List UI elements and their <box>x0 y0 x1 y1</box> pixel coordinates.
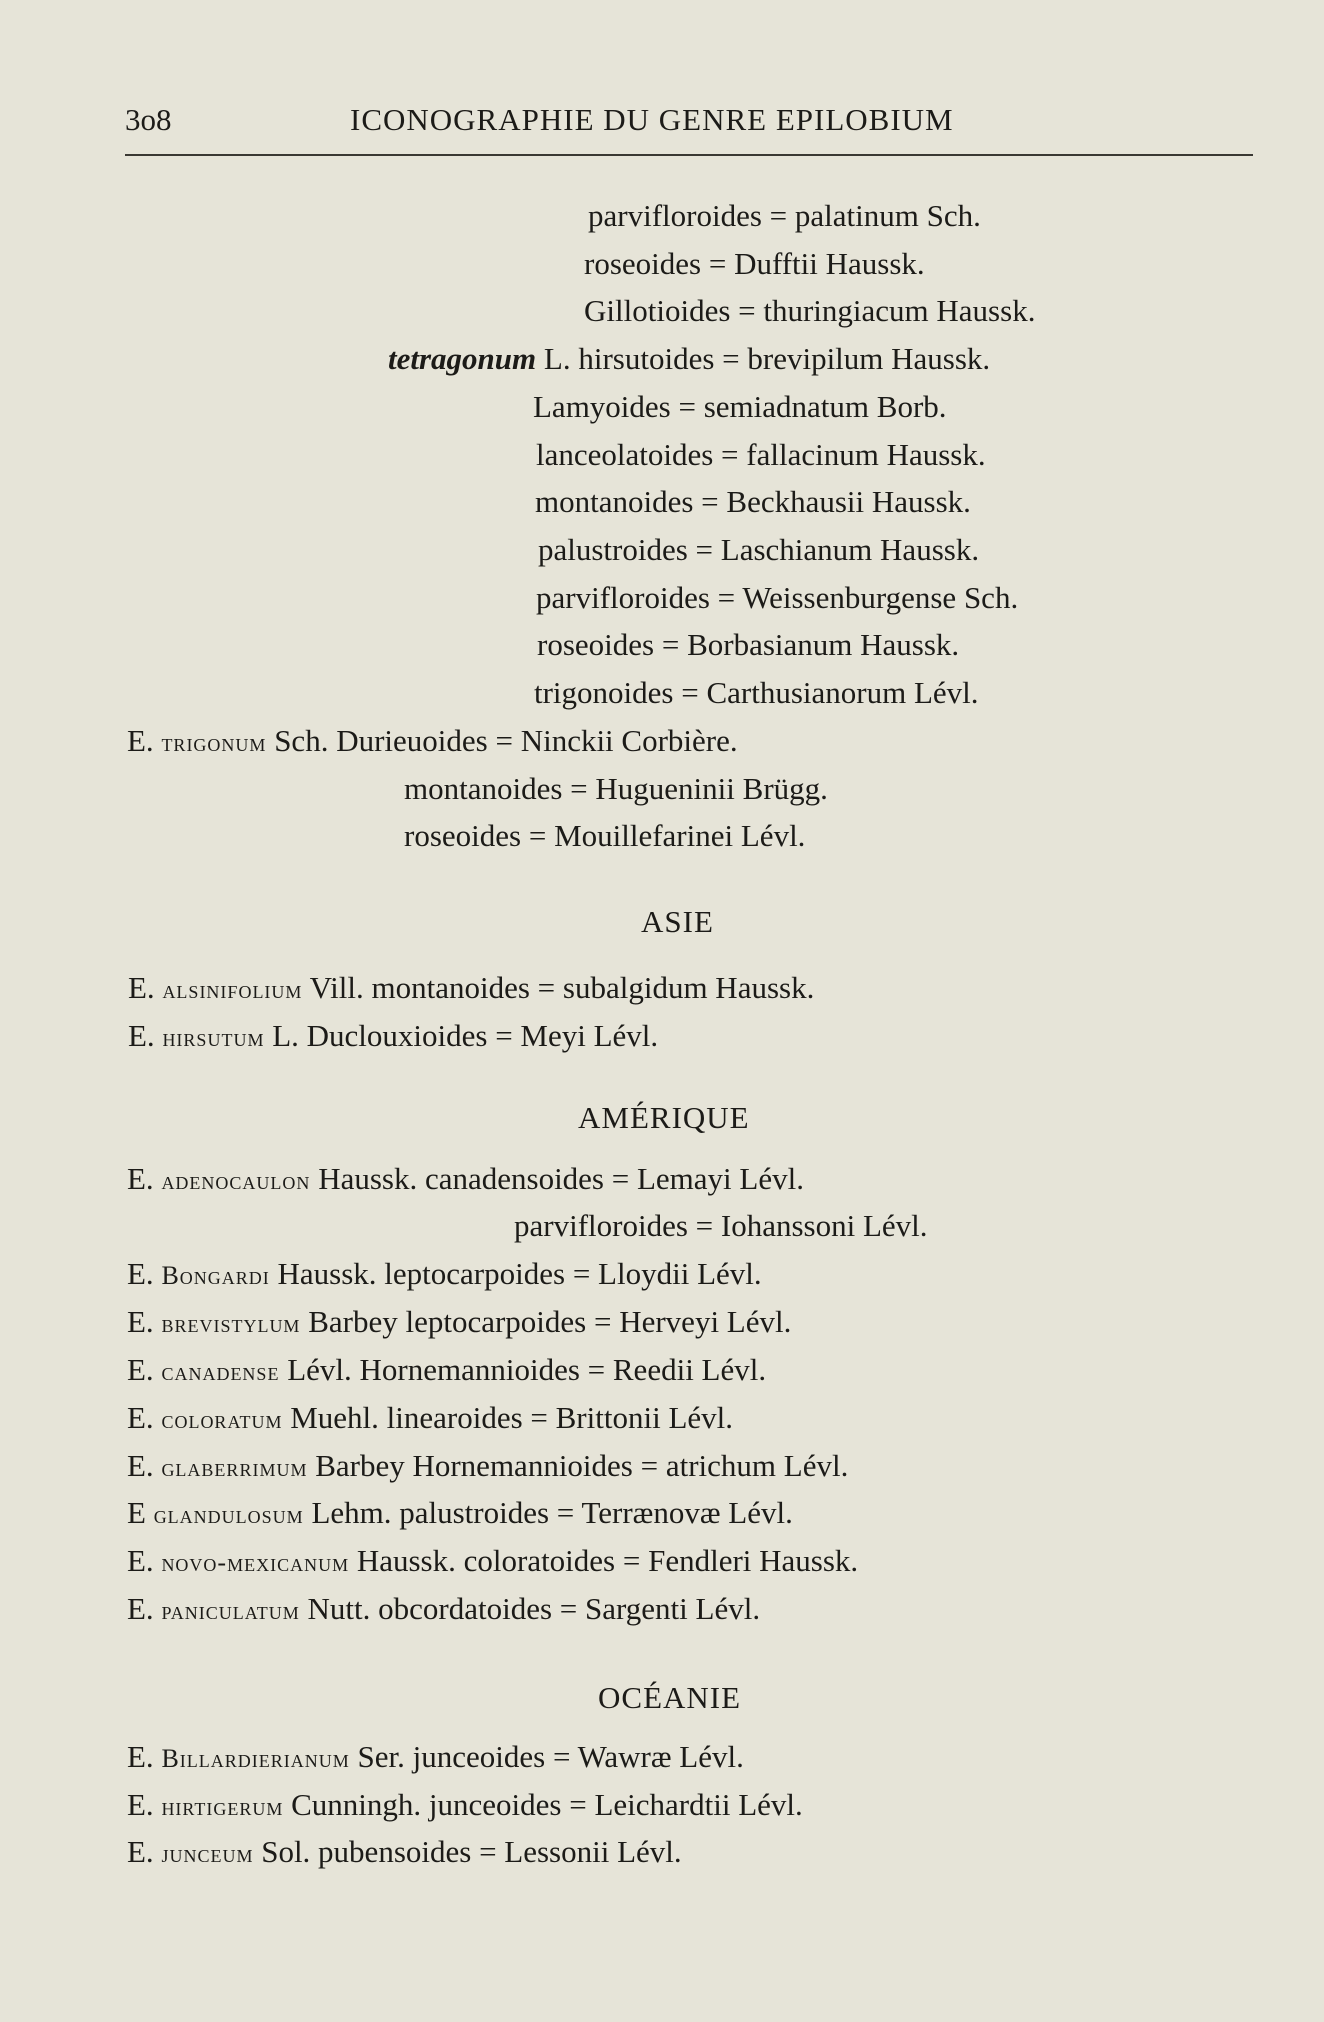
species-name: coloratum <box>161 1405 283 1434</box>
text-line: lanceolatoides = fallacinum Haussk. <box>536 437 986 472</box>
synonym-text: Ser. junceoides = Wawræ Lévl. <box>349 1739 744 1774</box>
species-line <box>388 343 990 374</box>
genus-abbrev: E. <box>127 1543 162 1578</box>
species-line <box>127 1402 733 1433</box>
synonym-text: Haussk. canadensoides = Lemayi Lévl. <box>310 1161 804 1196</box>
page-number: 3o8 <box>125 102 172 137</box>
species-name: glandulosum <box>153 1500 304 1529</box>
species-line <box>127 1497 793 1528</box>
text-line: parvifloroides = palatinum Sch. <box>588 198 981 233</box>
text-line: montanoides = Hugueninii Brügg. <box>404 771 828 806</box>
text-line: Lamyoides = semiadnatum Borb. <box>533 389 947 424</box>
species-name: hirsutum <box>162 1023 265 1052</box>
species-name: Bongardi <box>161 1261 270 1290</box>
species-name: paniculatum <box>161 1596 300 1625</box>
genus-abbrev: E. <box>127 1448 162 1483</box>
species-name: adenocaulon <box>161 1166 311 1195</box>
synonym-text: Nutt. obcordatoides = Sargenti Lévl. <box>299 1591 761 1626</box>
species-line <box>127 1354 766 1385</box>
genus-abbrev: E. <box>127 1834 162 1869</box>
species-name: alsinifolium <box>162 975 303 1004</box>
species-name: Billardierianum <box>161 1744 350 1773</box>
text-line: roseoides = Borbasianum Haussk. <box>537 627 960 662</box>
species-name: trigonum <box>161 728 267 757</box>
synonym-text: L. Duclouxioides = Meyi Lévl. <box>264 1018 659 1053</box>
text-line: palustroides = Laschianum Haussk. <box>538 532 980 567</box>
synonym-text: Sol. pubensoides = Lessonii Lévl. <box>253 1834 682 1869</box>
genus-abbrev: E. <box>127 1400 162 1435</box>
genus-abbrev: E. <box>127 723 162 758</box>
synonym-text: Haussk. coloratoides = Fendleri Haussk. <box>349 1543 859 1578</box>
synonym-text: Lévl. Hornemannioides = Reedii Lévl. <box>279 1352 767 1387</box>
genus-abbrev: E. <box>128 970 163 1005</box>
text-line: montanoides = Beckhausii Haussk. <box>535 484 971 519</box>
species-name: brevistylum <box>161 1309 301 1338</box>
genus-abbrev: E. <box>127 1739 162 1774</box>
text-line: roseoides = Mouillefarinei Lévl. <box>404 818 806 853</box>
genus-abbrev: E. <box>127 1787 162 1822</box>
species-line <box>127 725 738 756</box>
synonym-text: Sch. Durieuoides = Ninckii Corbière. <box>266 723 738 758</box>
synonym-text: Lehm. palustroides = Terrænovæ Lévl. <box>303 1495 793 1530</box>
species-name: hirtigerum <box>161 1792 284 1821</box>
species-name: tetragonum <box>388 341 537 376</box>
text-line: trigonoides = Carthusianorum Lévl. <box>534 675 979 710</box>
genus-abbrev: E. <box>128 1018 163 1053</box>
species-line <box>127 1789 803 1820</box>
species-name: glaberrimum <box>161 1453 308 1482</box>
synonym-text: Barbey leptocarpoides = Herveyi Lévl. <box>300 1304 792 1339</box>
species-line <box>127 1836 682 1867</box>
species-line <box>127 1593 760 1624</box>
species-line <box>128 972 814 1003</box>
species-line <box>127 1741 744 1772</box>
species-name: junceum <box>161 1839 254 1868</box>
text-line: parvifloroides = Iohanssoni Lévl. <box>514 1208 928 1243</box>
section-title-asie: ASIE <box>641 904 714 939</box>
section-title-oceanie: OCÉANIE <box>598 1680 742 1715</box>
genus-abbrev: E. <box>127 1591 162 1626</box>
synonym-text: Barbey Hornemannioides = atrichum Lévl. <box>307 1448 849 1483</box>
synonym-text: Muehl. linearoides = Brittonii Lévl. <box>282 1400 733 1435</box>
synonym-text: Cunningh. junceoides = Leichardtii Lévl. <box>283 1787 803 1822</box>
species-line <box>127 1163 804 1194</box>
text-line: Gillotioides = thuringiacum Haussk. <box>584 293 1036 328</box>
section-title-amerique: AMÉRIQUE <box>578 1100 750 1135</box>
genus-abbrev: E. <box>127 1256 162 1291</box>
genus-abbrev: E. <box>127 1161 162 1196</box>
genus-abbrev: E. <box>127 1352 162 1387</box>
species-line <box>127 1258 762 1289</box>
species-name: novo-mexicanum <box>161 1548 350 1577</box>
text-line: parvifloroides = Weissenburgense Sch. <box>536 580 1019 615</box>
synonym-text: Vill. montanoides = subalgidum Haussk. <box>302 970 815 1005</box>
synonym-text: Haussk. leptocarpoides = Lloydii Lévl. <box>269 1256 762 1291</box>
page-header <box>125 102 1253 156</box>
text-line: roseoides = Dufftii Haussk. <box>584 246 925 281</box>
species-name: canadense <box>161 1357 280 1386</box>
species-line <box>127 1450 848 1481</box>
species-line <box>128 1020 658 1051</box>
species-line <box>127 1545 858 1576</box>
species-line <box>127 1306 791 1337</box>
genus-abbrev: E <box>127 1495 154 1530</box>
synonym-text: L. hirsutoides = brevipilum Haussk. <box>536 341 991 376</box>
running-title: ICONOGRAPHIE DU GENRE EPILOBIUM <box>350 102 954 137</box>
genus-abbrev: E. <box>127 1304 162 1339</box>
